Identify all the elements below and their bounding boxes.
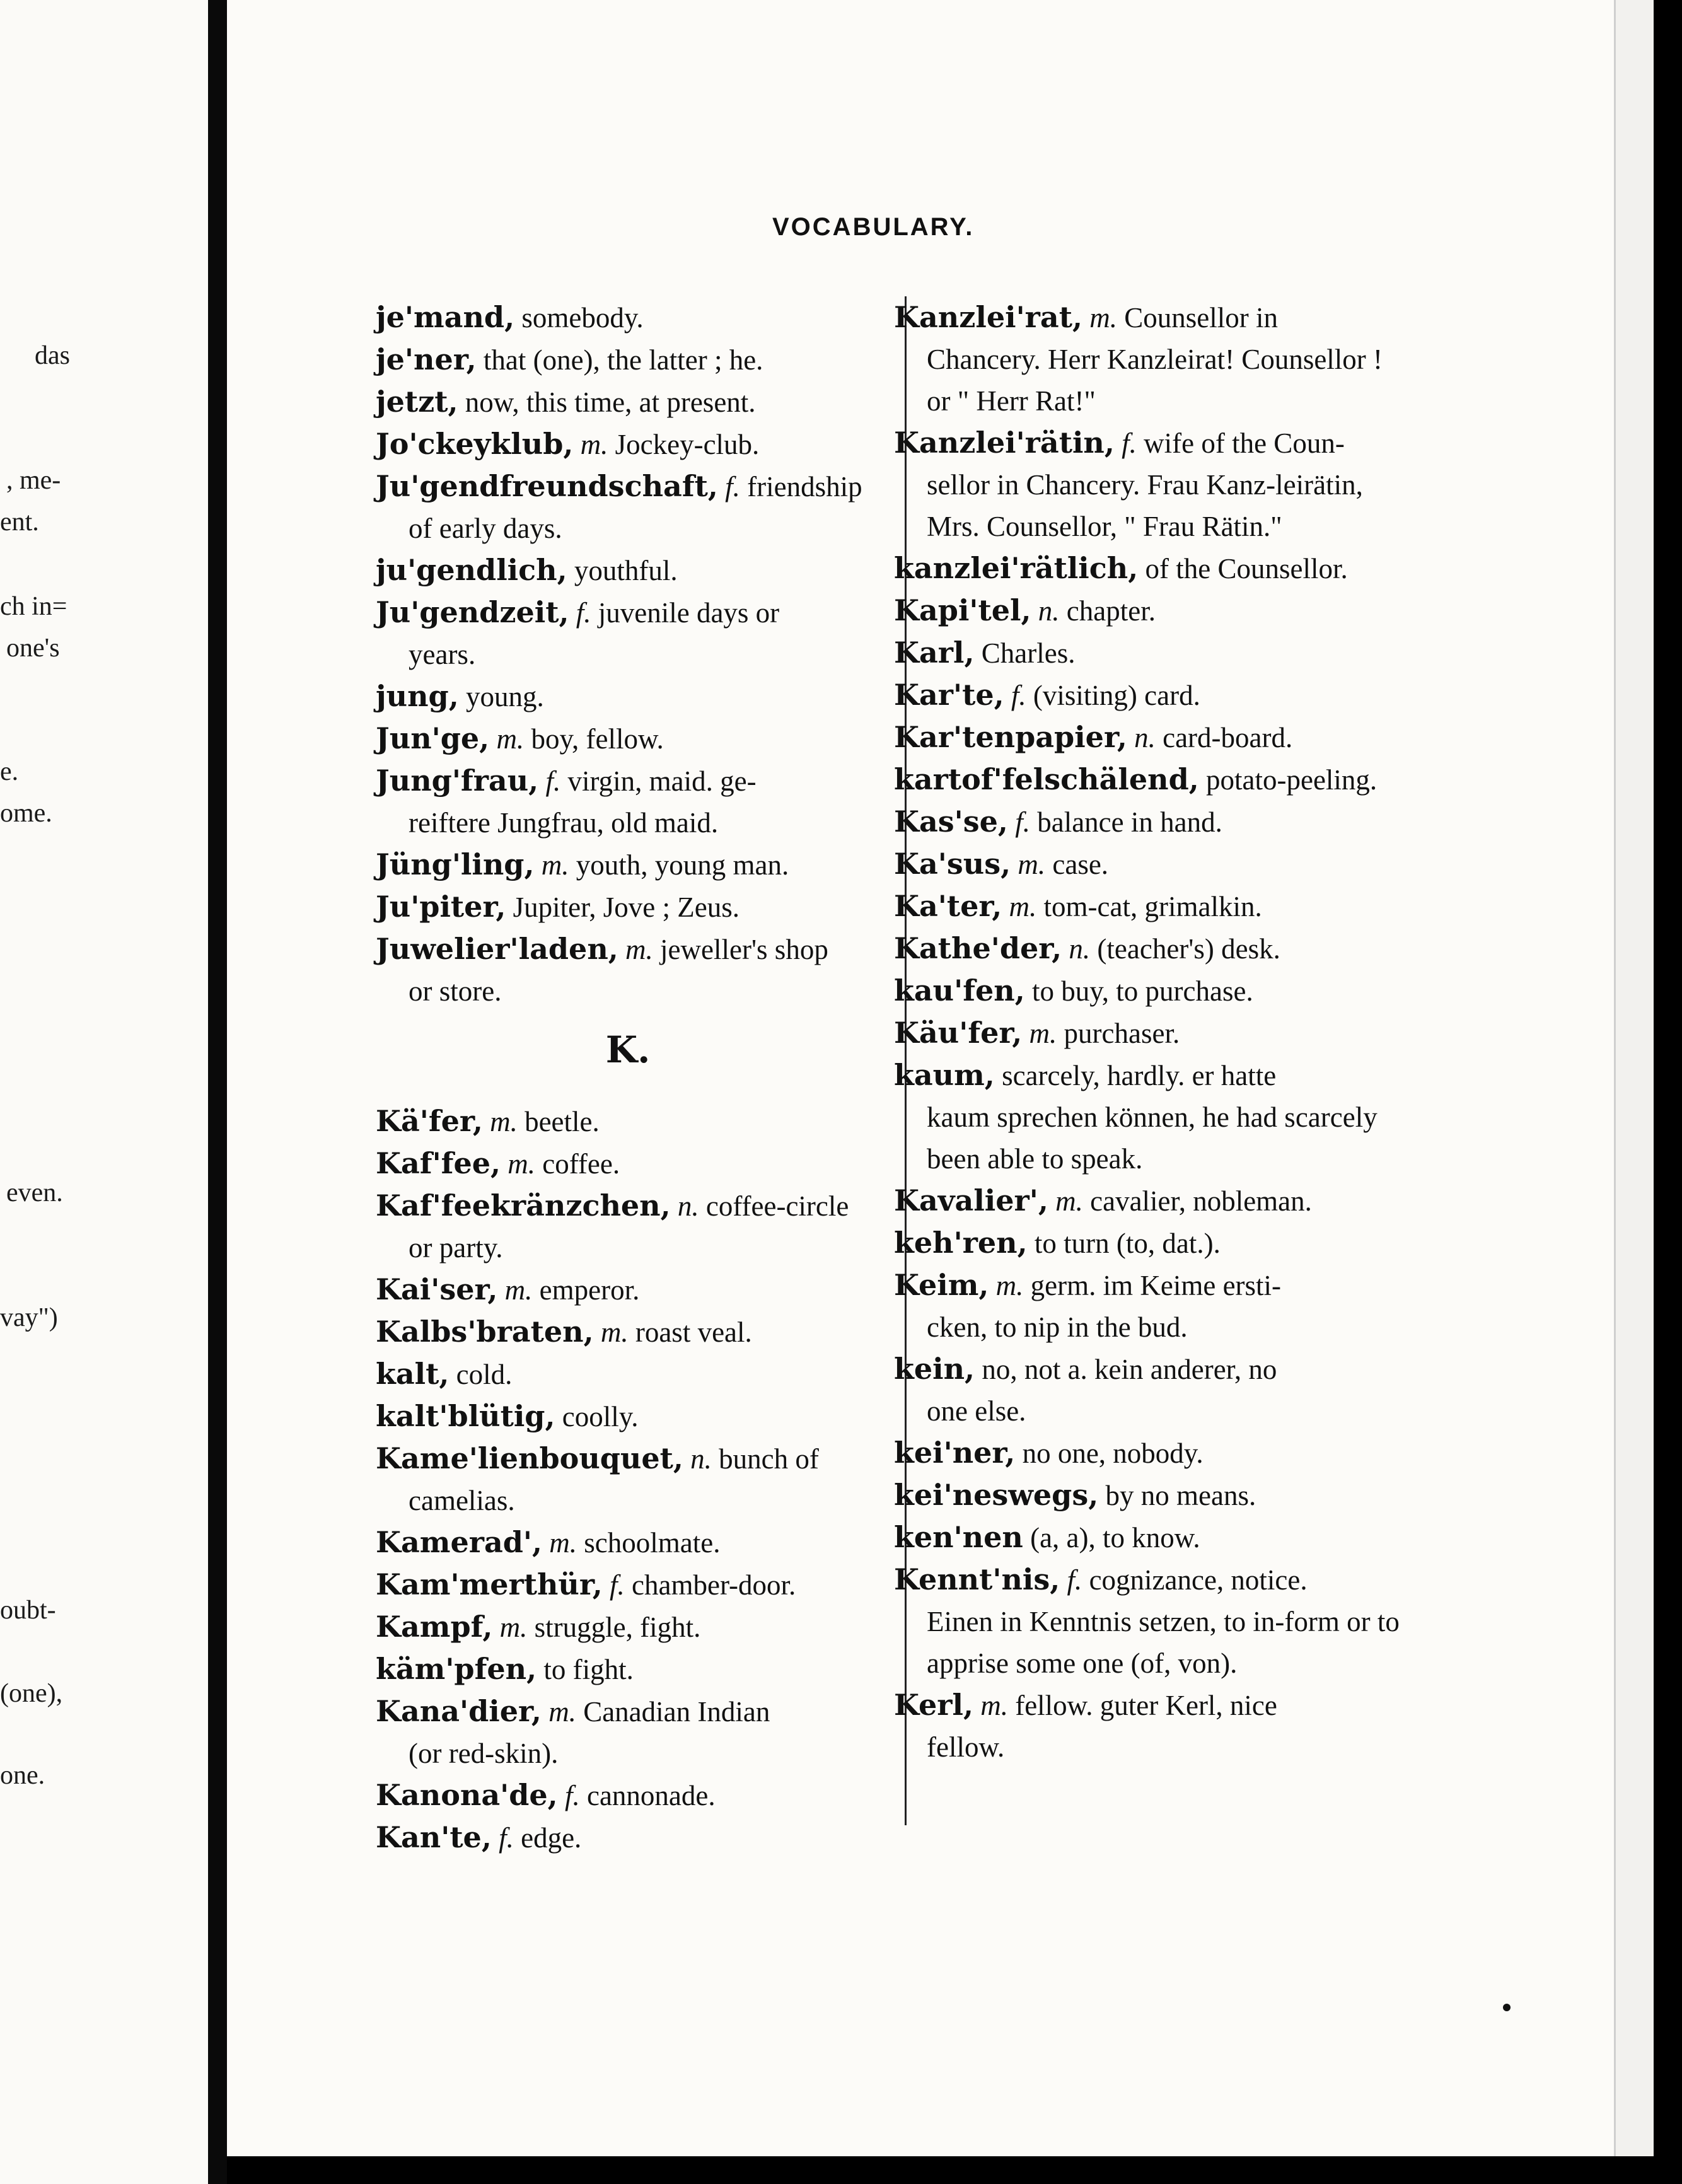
entry-gender: f.	[1067, 1564, 1082, 1596]
entry-gender: n.	[690, 1443, 712, 1475]
entry-definition: to buy, to purchase.	[1031, 975, 1253, 1007]
entry-definition: young.	[465, 681, 544, 712]
entry-headword: jetzt,	[376, 385, 458, 419]
entry-headword: Kan'te,	[376, 1820, 492, 1854]
entry-gender: m.	[1029, 1018, 1057, 1049]
vocab-entry	[894, 674, 1411, 716]
entry-gender: f.	[725, 471, 740, 502]
entry-headword: Kaf'fee,	[376, 1146, 501, 1180]
entry-definition: now, this time, at present.	[465, 386, 756, 418]
entry-definition: Jupiter, Jove ; Zeus.	[513, 892, 740, 923]
vocab-entry	[894, 1180, 1411, 1222]
vocab-entry	[894, 1474, 1411, 1516]
left-page-fragment: ent.	[0, 508, 39, 537]
entry-headword: kei'ner,	[894, 1436, 1016, 1470]
vocab-entry	[894, 970, 1411, 1012]
entry-headword: je'mand,	[376, 300, 515, 334]
vocab-entry	[376, 1816, 880, 1859]
entry-headword: kau'fen,	[894, 973, 1025, 1008]
entry-definition: by no means.	[1105, 1480, 1256, 1511]
entry-gender: m.	[625, 934, 653, 965]
left-page-fragment: even.	[6, 1178, 63, 1207]
vocab-entry	[894, 547, 1411, 590]
entry-definition: scarcely, hardly. er hatte	[1002, 1060, 1277, 1091]
entry-definition: youth, young man.	[576, 849, 789, 881]
entry-headword: ken'nen	[894, 1520, 1023, 1554]
entry-gender: m.	[499, 1612, 528, 1643]
entry-gender: f.	[1011, 680, 1026, 711]
vocab-entry	[376, 549, 880, 591]
entry-headword: Kerl,	[894, 1688, 973, 1722]
entry-continuation: reiftere Jungfrau, old maid.	[409, 807, 719, 839]
vocab-entry	[376, 760, 880, 844]
entry-definition: cavalier, nobleman.	[1090, 1185, 1312, 1217]
entry-gender: m.	[496, 723, 525, 755]
entry-headword: Kamerad',	[376, 1525, 543, 1559]
entry-definition: to fight.	[543, 1654, 634, 1685]
entry-definition: emperor.	[539, 1274, 640, 1306]
left-column	[376, 296, 880, 1859]
entry-definition: no, not a. kein anderer, no	[982, 1354, 1277, 1385]
entry-definition: Charles.	[981, 637, 1076, 669]
entry-gender: m.	[1018, 849, 1046, 880]
vocab-entry	[894, 1012, 1411, 1054]
vocab-entry	[376, 928, 880, 1012]
entry-headword: kartof'felschälend,	[894, 762, 1199, 796]
entry-headword: Kana'dier,	[376, 1694, 542, 1728]
left-page-fragment: ch in=	[0, 592, 67, 621]
entry-definition: that (one), the latter ; he.	[483, 344, 763, 376]
left-page-fragment: oubt-	[0, 1596, 56, 1625]
left-page-fragment: ome.	[0, 799, 52, 828]
entry-definition: cognizance, notice.	[1089, 1564, 1308, 1596]
page-title: VOCABULARY.	[772, 213, 975, 241]
entry-continuation: one else.	[927, 1395, 1026, 1427]
entry-gender: f.	[610, 1569, 625, 1601]
vocab-entry	[376, 675, 880, 717]
entry-definition: chapter.	[1066, 595, 1156, 627]
entry-definition: edge.	[521, 1822, 582, 1854]
section-letter: K.	[605, 1028, 651, 1071]
entry-definition: (teacher's) desk.	[1097, 933, 1280, 965]
vocab-entry	[376, 717, 880, 760]
entry-definition: juvenile days or	[598, 597, 780, 629]
vocab-entry	[376, 423, 880, 465]
entry-headword: Kennt'nis,	[894, 1562, 1060, 1596]
entry-list-k	[376, 1100, 880, 1859]
entry-gender: m.	[541, 849, 569, 881]
entry-continuation: or store.	[409, 975, 502, 1007]
entry-headword: je'ner,	[376, 342, 477, 376]
entry-headword: jung,	[376, 679, 459, 713]
vocab-entry	[376, 1269, 880, 1311]
entry-definition: case.	[1052, 849, 1109, 880]
entry-headword: Juwelier'laden,	[376, 932, 618, 966]
entry-definition: Canadian Indian	[583, 1696, 770, 1728]
vocab-entry	[894, 422, 1411, 547]
entry-definition: to turn (to, dat.).	[1034, 1228, 1221, 1259]
entry-headword: Kalbs'braten,	[376, 1315, 594, 1349]
entry-continuation: (or red-skin).	[409, 1738, 559, 1769]
entry-continuation: kaum sprechen können, he had scarcely been able to speak.	[927, 1101, 1378, 1175]
vocab-entry	[894, 590, 1411, 632]
vocab-entry	[376, 1564, 880, 1606]
vocab-entry	[376, 1311, 880, 1353]
entry-headword: Kam'merthür,	[376, 1567, 603, 1601]
entry-continuation: or party.	[409, 1232, 503, 1263]
vocab-entry	[376, 1142, 880, 1185]
vocab-entry	[894, 296, 1411, 422]
entry-headword: kei'neswegs,	[894, 1478, 1099, 1512]
vocab-entry	[376, 1100, 880, 1142]
vocab-entry	[894, 1516, 1411, 1559]
vocab-entry	[376, 1521, 880, 1564]
entry-headword: Kanzlei'rat,	[894, 300, 1082, 334]
entry-definition: cannonade.	[586, 1780, 716, 1811]
entry-headword: Käu'fer,	[894, 1016, 1023, 1050]
entry-continuation: cken, to nip in the bud.	[927, 1311, 1188, 1343]
vocab-entry	[894, 843, 1411, 885]
entry-gender: m.	[1009, 891, 1037, 922]
book-gutter	[208, 0, 227, 2184]
entry-definition: potato-peeling.	[1206, 764, 1378, 796]
entry-gender: m.	[995, 1270, 1024, 1301]
entry-headword: Jüng'ling,	[376, 847, 535, 881]
entry-definition: germ. im Keime ersti-	[1030, 1270, 1282, 1301]
entry-gender: f.	[1122, 427, 1137, 459]
entry-headword: Kapi'tel,	[894, 593, 1031, 627]
entry-headword: käm'pfen,	[376, 1652, 537, 1686]
entry-continuation: sellor in Chancery. Frau Kanz-leirätin, Mrs. Counsellor, " Frau Rätin."	[927, 469, 1363, 542]
entry-definition: tom-cat, grimalkin.	[1043, 891, 1262, 922]
entry-definition: (a, a), to know.	[1030, 1522, 1200, 1554]
entry-gender: m.	[548, 1696, 576, 1728]
entry-headword: Karl,	[894, 636, 975, 670]
entry-headword: Kas'se,	[894, 804, 1008, 839]
entry-definition: wife of the Coun-	[1144, 427, 1345, 459]
page-edge	[1614, 0, 1654, 2156]
vocab-entry	[376, 1606, 880, 1648]
entry-definition: roast veal.	[635, 1316, 752, 1348]
vocab-entry	[376, 886, 880, 928]
entry-gender: m.	[549, 1527, 577, 1559]
entry-gender: m.	[504, 1274, 533, 1306]
entry-gender: m.	[580, 429, 608, 460]
vocab-entry	[894, 1432, 1411, 1474]
entry-headword: Jun'ge,	[376, 721, 490, 755]
entry-headword: kein,	[894, 1352, 975, 1386]
vocab-entry	[376, 296, 880, 339]
entry-gender: m.	[1089, 302, 1117, 334]
vocab-entry	[376, 1648, 880, 1690]
entry-continuation: of early days.	[409, 513, 562, 544]
entry-gender: f.	[545, 765, 561, 797]
left-page-fragment: (one),	[0, 1679, 63, 1708]
vocab-entry	[376, 844, 880, 886]
entry-gender: m.	[508, 1148, 535, 1180]
entry-definition: struggle, fight.	[534, 1612, 701, 1643]
entry-headword: kaum,	[894, 1058, 995, 1092]
left-page-fragment: vay")	[0, 1303, 58, 1332]
entry-headword: Ju'gendzeit,	[376, 595, 569, 629]
entry-continuation: camelias.	[409, 1485, 515, 1516]
entry-gender: f.	[499, 1822, 514, 1854]
entry-gender: n.	[1069, 933, 1091, 965]
entry-headword: Kanona'de,	[376, 1778, 558, 1812]
vocab-entry	[894, 801, 1411, 843]
entry-definition: Jockey-club.	[615, 429, 760, 460]
entry-headword: Keim,	[894, 1268, 989, 1302]
entry-headword: Kä'fer,	[376, 1104, 483, 1138]
left-page	[0, 0, 208, 2184]
vocab-entry	[894, 716, 1411, 758]
entry-headword: Ka'ter,	[894, 889, 1002, 923]
entry-definition: schoolmate.	[584, 1527, 721, 1559]
entry-definition: coffee-circle	[705, 1190, 849, 1222]
entry-headword: ju'gendlich,	[376, 553, 567, 587]
vocab-entry	[894, 1222, 1411, 1264]
vocab-entry	[376, 1438, 880, 1521]
entry-definition: balance in hand.	[1037, 806, 1222, 838]
entry-definition: youthful.	[574, 555, 678, 586]
entry-gender: m.	[1055, 1185, 1083, 1217]
entry-headword: kalt,	[376, 1357, 450, 1391]
entry-continuation: fellow.	[927, 1731, 1005, 1763]
vocab-entry	[894, 1684, 1411, 1768]
left-page-fragment: e.	[0, 757, 19, 786]
entry-headword: Kame'lienbouquet,	[376, 1441, 683, 1475]
entry-definition: (visiting) card.	[1033, 680, 1200, 711]
vocab-entry	[376, 339, 880, 381]
vocab-entry	[894, 1054, 1411, 1180]
entry-continuation: Einen in Kenntnis setzen, to in-form or to apprise some one (of, von).	[927, 1606, 1400, 1679]
entry-definition: coffee.	[542, 1148, 620, 1180]
left-page-fragment: one's	[6, 634, 60, 663]
entry-headword: Ju'gendfreundschaft,	[376, 469, 718, 503]
entry-headword: Kanzlei'rätin,	[894, 426, 1115, 460]
entry-headword: Kavalier',	[894, 1183, 1048, 1217]
entry-definition: boy, fellow.	[531, 723, 664, 755]
vocab-entry	[894, 632, 1411, 674]
entry-gender: f.	[1015, 806, 1030, 838]
vocab-entry	[894, 927, 1411, 970]
entry-headword: kalt'blütig,	[376, 1399, 555, 1433]
entry-headword: Jo'ckeyklub,	[376, 427, 574, 461]
entry-gender: f.	[564, 1780, 580, 1811]
entry-list-k-continued	[894, 296, 1411, 1768]
entry-definition: of the Counsellor.	[1145, 553, 1348, 584]
entry-headword: keh'ren,	[894, 1226, 1028, 1260]
vocab-entry	[376, 1185, 880, 1269]
entry-definition: bunch of	[719, 1443, 819, 1475]
entry-continuation: Chancery. Herr Kanzleirat! Counsellor ! or " Herr Rat!"	[927, 344, 1383, 417]
entry-continuation: years.	[409, 639, 476, 670]
vocab-entry	[894, 1348, 1411, 1432]
vocab-entry	[376, 1690, 880, 1774]
entry-definition: beetle.	[525, 1106, 600, 1137]
right-column	[894, 296, 1411, 1768]
entry-headword: Kar'te,	[894, 678, 1004, 712]
entry-gender: f.	[576, 597, 591, 629]
entry-headword: Kai'ser,	[376, 1272, 498, 1306]
entry-definition: coolly.	[562, 1401, 639, 1432]
entry-definition: friendship	[747, 471, 862, 502]
vocab-entry	[376, 591, 880, 675]
entry-definition: card-board.	[1163, 722, 1293, 753]
vocab-entry	[894, 1264, 1411, 1348]
entry-headword: Ju'piter,	[376, 890, 506, 924]
entry-headword: Kar'tenpapier,	[894, 720, 1127, 754]
entry-definition: Counsellor in	[1124, 302, 1278, 334]
entry-definition: purchaser.	[1064, 1018, 1180, 1049]
ink-speck	[1503, 2004, 1511, 2011]
entry-headword: Kaf'feekränzchen,	[376, 1188, 671, 1223]
left-page-fragment: das	[35, 341, 70, 370]
entry-gender: m.	[490, 1106, 518, 1137]
entry-definition: cold.	[456, 1359, 513, 1390]
vocab-entry	[376, 1353, 880, 1395]
entry-gender: n.	[1038, 595, 1060, 627]
left-page-fragment: , me-	[6, 466, 61, 495]
entry-headword: kanzlei'rätlich,	[894, 551, 1139, 585]
left-page-fragment: one.	[0, 1761, 45, 1790]
entry-headword: Kathe'der,	[894, 931, 1062, 965]
entry-definition: chamber-door.	[632, 1569, 796, 1601]
vocab-entry	[894, 1559, 1411, 1684]
entry-definition: jeweller's shop	[660, 934, 828, 965]
vocab-entry	[376, 465, 880, 549]
entry-gender: m.	[600, 1316, 629, 1348]
entry-definition: somebody.	[521, 302, 644, 334]
vocab-entry	[894, 758, 1411, 801]
entry-headword: Jung'frau,	[376, 764, 539, 798]
entry-definition: virgin, maid. ge-	[567, 765, 757, 797]
vocab-entry	[376, 381, 880, 423]
vocab-entry	[894, 885, 1411, 927]
entry-headword: Kampf,	[376, 1610, 493, 1644]
entry-definition: no one, nobody.	[1022, 1438, 1204, 1469]
entry-definition: fellow. guter Kerl, nice	[1015, 1690, 1277, 1721]
vocab-entry	[376, 1774, 880, 1816]
entry-list-j	[376, 296, 880, 1012]
entry-headword: Ka'sus,	[894, 847, 1011, 881]
vocab-entry	[376, 1395, 880, 1438]
entry-gender: n.	[677, 1190, 699, 1222]
entry-gender: m.	[980, 1690, 1008, 1721]
entry-gender: n.	[1134, 722, 1156, 753]
